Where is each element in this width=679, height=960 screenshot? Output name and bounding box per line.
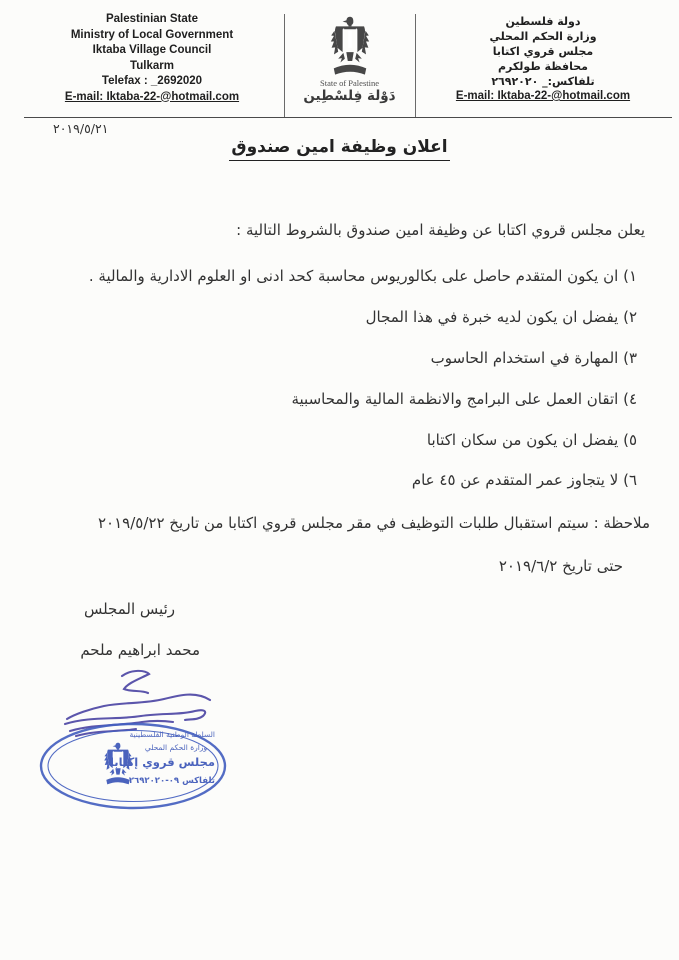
palestine-eagle-icon [326, 16, 374, 78]
emblem-box [284, 14, 415, 117]
stamp-line-ministry: وزارة الحكم المحلي [144, 742, 208, 752]
header-rule [24, 117, 672, 118]
header-right-line: مجلس قروي اكتابا [492, 45, 594, 58]
header-right-line: وزارة الحكم المحلي [489, 30, 597, 43]
stamp-line-authority: السلطة الوطنية الفلسطينية [129, 730, 215, 739]
header-left-line: Ministry of Local Government [70, 28, 234, 41]
header-right-email: E-mail: Iktaba-22-@hotmail.com [455, 90, 631, 102]
header-left-email: E-mail: Iktaba-22-@hotmail.com [64, 90, 240, 103]
header-right-line: محافظة طولكرم [498, 60, 588, 73]
header-left-telefax: Telefax : _2692020 [101, 75, 203, 87]
header-right-telefax: تلفاكس:_ ٢٦٩٢٠٢٠ [491, 75, 595, 88]
note-line-2: حتى تاريخ ٢٠١٩/٦/٢ [498, 557, 623, 575]
condition-item: ٥) يفضل ان يكون من سكان اكتابا [426, 431, 637, 449]
condition-item: ٦) لا يتجاوز عمر المتقدم عن ٤٥ عام [411, 471, 637, 489]
note-line-1: ملاحظة : سيتم استقبال طلبات التوظيف في مقر مجلس قروي اكتابا من تاريخ ٢٠١٩/٥/٢٢ [98, 514, 650, 532]
emblem-caption-ar: دَوْلة فِلسْطِين [303, 88, 396, 104]
condition-item: ٤) اتقان العمل على البرامج والانظمة المالية والمحاسبية [291, 390, 637, 408]
header-left-block [34, 12, 270, 105]
intro-line: يعلن مجلس قروي اكتابا عن وظيفة امين صندوق بالشروط التالية : [236, 221, 645, 239]
document-date: ٢٠١٩/٥/٢١ [53, 121, 109, 136]
condition-item: ٢) يفضل ان يكون لديه خبرة في هذا المجال [365, 308, 637, 326]
header-left-line: Palestinian State [105, 13, 199, 25]
header-left-line: Iktaba Village Council [92, 44, 212, 56]
signoff-role: رئيس المجلس [83, 600, 175, 618]
document-title [0, 137, 679, 161]
emblem-caption-en: State of Palestine [319, 78, 379, 88]
council-stamp [37, 721, 229, 811]
header-right-block [433, 14, 653, 104]
emblem-divider-right [415, 14, 416, 117]
stamp-line-telefax: تلفاكس ٠٩-٢٦٩٢٠٢٠ [128, 775, 215, 786]
condition-item: ١) ان يكون المتقدم حاصل على بكالوريوس محاسبة كحد ادنى او العلوم الادارية والمالية . [88, 267, 637, 285]
header-left-line: Tulkarm [130, 59, 174, 72]
document-title-text: اعلان وظيفة امين صندوق [229, 137, 449, 161]
stamp-text-block [109, 728, 215, 786]
signoff-name: محمد ابراهيم ملحم [80, 641, 200, 659]
condition-item: ٣) المهارة في استخدام الحاسوب [430, 349, 637, 367]
header-right-line: دولة فلسطين [505, 15, 581, 28]
stamp-line-council: مجلس قروي إكتابا [109, 755, 215, 769]
